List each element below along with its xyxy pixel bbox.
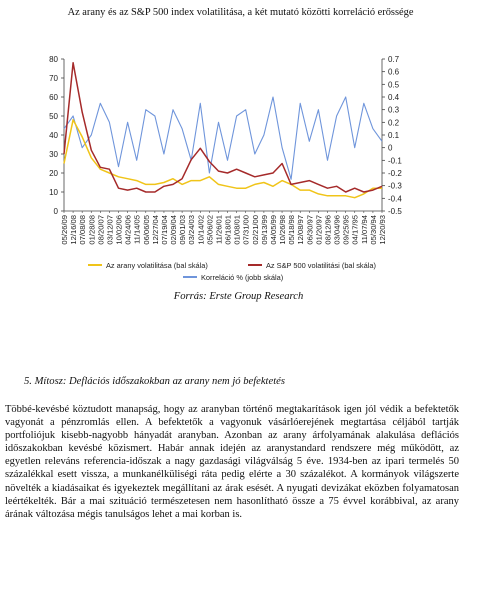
right-tick-label: 0.7 xyxy=(388,55,400,64)
legend-label: Az S&P 500 volatilitási (bal skála) xyxy=(266,261,376,270)
body-paragraph: Többé-kevésbé köztudott manapság, hogy az aranyban történő megtakarítások igen jól védik a befektetők vagyonát a pénzromlás ellen. A befektetők a vagyonuk vásárlóerejének megtartása céljából tartják portfoliójuk kisebb-nagyobb hányadát aranyban. Azonban az arany árfolyamának alakulása deflációs időszakokban kevésbé közismert. Habár annak idején az aranystandard rendszere még működött, az egyetlen releváns referencia-időszak a nagy gazdasági világválság 5 éve. 1934-ben az ipari termelés 50 százalékkal esett vissza, a munkanélküliségi ráta pedig elérte a 30 százalékot. A kormányok világszerte növelték a kiadásaikat és igyekeztek megállítani az árak esését. A nyugati devizákat eközben folyamatosan leértékelték. Bár a mai szituáció természetesen nem hasonlítható össze a 75 évvel korábbival, az arany árának változása mégis tanulságos lehet a mai korban is. xyxy=(5,404,459,520)
x-tick-label: 04/05/99 xyxy=(268,215,278,245)
x-tick-label: 03/04/96 xyxy=(332,215,342,245)
x-tick-label: 11/07/94 xyxy=(359,215,369,244)
legend-label: Korreláció % (jobb skála) xyxy=(201,273,284,282)
x-tick-label: 10/02/06 xyxy=(114,215,124,245)
left-tick-label: 30 xyxy=(49,150,58,159)
x-tick-label: 12/20/93 xyxy=(378,215,387,245)
x-tick-label: 09/13/99 xyxy=(259,215,269,245)
x-tick-label: 08/20/07 xyxy=(96,215,106,245)
left-tick-label: 10 xyxy=(49,188,58,197)
x-tick-label: 06/06/05 xyxy=(141,215,151,245)
left-tick-label: 40 xyxy=(49,131,58,140)
x-tick-label: 05/18/98 xyxy=(287,215,297,245)
right-tick-label: -0.5 xyxy=(388,207,402,216)
series-line xyxy=(64,97,382,179)
x-tick-label: 05/26/09 xyxy=(60,215,69,245)
right-tick-label: 0.1 xyxy=(388,131,400,140)
legend-label: Az arany volatilitása (bal skála) xyxy=(106,261,208,270)
right-tick-label: -0.1 xyxy=(388,156,402,166)
right-tick-label: 0 xyxy=(388,143,393,153)
x-tick-label: 01/08/01 xyxy=(232,215,242,245)
right-tick-label: -0.2 xyxy=(388,169,402,178)
x-tick-label: 12/08/97 xyxy=(296,215,306,245)
x-tick-label: 01/20/97 xyxy=(314,215,324,245)
x-tick-label: 02/09/04 xyxy=(169,215,179,245)
x-tick-label: 10/26/98 xyxy=(278,215,288,245)
left-tick-label: 80 xyxy=(49,55,58,64)
x-tick-label: 02/21/00 xyxy=(250,214,260,245)
x-tick-label: 07/31/00 xyxy=(241,215,251,245)
x-tick-label: 07/19/04 xyxy=(159,215,169,245)
x-tick-label: 05/06/02 xyxy=(205,215,215,245)
x-tick-label: 11/14/05 xyxy=(132,215,142,244)
x-tick-label: 04/17/95 xyxy=(350,215,360,245)
chart-title: Az arany és az S&P 500 index volatilitása, a két mutató közötti korreláció erőssége xyxy=(67,7,414,18)
source-caption: Forrás: Erste Group Research xyxy=(173,291,304,302)
x-tick-label: 09/01/03 xyxy=(178,215,188,245)
x-tick-label: 12/27/04 xyxy=(150,215,160,245)
left-tick-label: 0 xyxy=(53,207,58,216)
x-tick-label: 09/25/95 xyxy=(341,215,351,245)
right-tick-label: -0.4 xyxy=(388,194,402,204)
left-tick-label: 70 xyxy=(49,74,58,83)
x-tick-label: 04/24/06 xyxy=(123,215,133,245)
x-tick-label: 01/28/08 xyxy=(87,215,97,245)
section-heading: 5. Mítosz: Deflációs időszakokban az arany nem jó befektetés xyxy=(24,376,285,387)
x-tick-label: 05/30/94 xyxy=(368,215,378,245)
left-tick-label: 60 xyxy=(49,93,58,102)
x-tick-label: 06/30/97 xyxy=(305,215,315,245)
right-tick-label: 0.4 xyxy=(388,93,400,102)
x-tick-label: 03/24/03 xyxy=(187,215,197,245)
left-tick-label: 50 xyxy=(49,112,58,121)
right-tick-label: -0.3 xyxy=(388,181,402,191)
x-tick-label: 03/12/07 xyxy=(105,215,115,245)
x-tick-label: 11/26/01 xyxy=(214,215,224,244)
volatility-chart xyxy=(28,50,428,283)
right-tick-label: 0.3 xyxy=(388,105,400,115)
right-tick-label: 0.2 xyxy=(388,118,400,128)
x-tick-label: 10/14/02 xyxy=(196,215,206,245)
right-tick-label: 0.6 xyxy=(388,67,400,77)
left-tick-label: 20 xyxy=(49,169,58,178)
right-tick-label: 0.5 xyxy=(388,80,400,90)
x-tick-label: 12/16/08 xyxy=(69,215,79,245)
x-tick-label: 08/12/96 xyxy=(323,215,333,245)
x-tick-label: 07/08/08 xyxy=(78,215,88,245)
x-tick-label: 06/18/01 xyxy=(223,215,233,245)
